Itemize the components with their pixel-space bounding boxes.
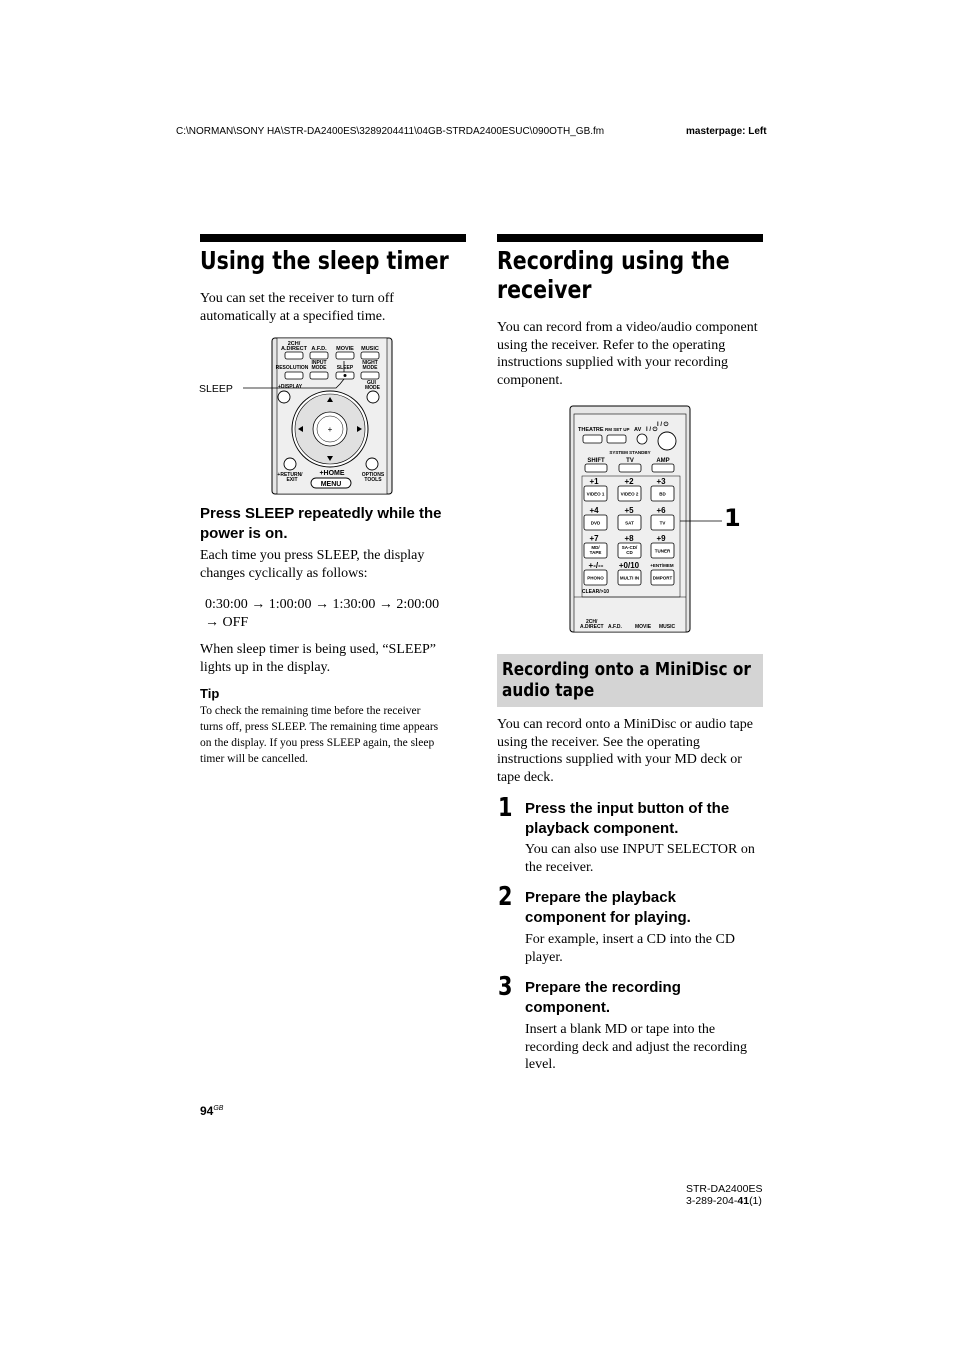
sleep-callout-label: SLEEP bbox=[199, 383, 233, 395]
svg-text:CLEAR/>10: CLEAR/>10 bbox=[582, 589, 610, 595]
svg-text:INPUT: INPUT bbox=[311, 360, 327, 366]
footer-code bbox=[686, 1195, 762, 1207]
svg-text:+ENT/MEM: +ENT/MEM bbox=[650, 563, 674, 568]
svg-text:A.F.D.: A.F.D. bbox=[608, 624, 622, 630]
left-each-line: changes cyclically as follows: bbox=[200, 565, 368, 581]
svg-text:TUNER: TUNER bbox=[654, 548, 671, 554]
step-body-line: recording deck and adjust the recording bbox=[525, 1039, 747, 1055]
subsection-title-line: Recording onto a MiniDisc or bbox=[502, 659, 751, 680]
remote-button-adirect bbox=[285, 352, 303, 359]
tip-line: To check the remaining time before the receiver bbox=[200, 705, 421, 717]
subsection-intro-line: You can record onto a MiniDisc or audio tape bbox=[497, 717, 753, 732]
step-body-line: Insert a blank MD or tape into the bbox=[525, 1022, 716, 1037]
right-title-line: receiver bbox=[497, 275, 592, 304]
remote2-rmsetup-button bbox=[607, 435, 626, 443]
page-number-value: 94 bbox=[200, 1104, 214, 1118]
tip-text bbox=[200, 703, 438, 767]
svg-text:+0/10: +0/10 bbox=[618, 561, 640, 570]
left-each-line: Each time you press SLEEP, the display bbox=[200, 548, 425, 563]
step-heading-line: Prepare the recording bbox=[525, 979, 681, 996]
svg-text:MUSIC: MUSIC bbox=[659, 624, 676, 630]
svg-text:+1: +1 bbox=[589, 477, 599, 486]
step-body-line: the receiver. bbox=[525, 859, 594, 875]
step-heading-line: playback component. bbox=[525, 820, 679, 837]
svg-text:VIDEO 2: VIDEO 2 bbox=[620, 491, 639, 497]
remote2-power-button bbox=[658, 432, 676, 450]
recording-callout-number: 1 bbox=[724, 504, 741, 532]
footer-code-prefix: 3-289-204- bbox=[686, 1195, 738, 1207]
step-number: 2 bbox=[498, 882, 513, 912]
step-heading bbox=[525, 799, 729, 839]
svg-text:MODE: MODE bbox=[311, 365, 327, 371]
remote-button-music bbox=[361, 352, 379, 359]
remote2-tv-button bbox=[619, 464, 641, 472]
remote2-rmsetup-label: RM SET UP bbox=[605, 427, 630, 432]
svg-text:SAT: SAT bbox=[625, 520, 634, 526]
svg-text:2CH/: 2CH/ bbox=[586, 619, 598, 625]
svg-text:+4: +4 bbox=[589, 506, 599, 515]
svg-text:SYSTEM STANDBY: SYSTEM STANDBY bbox=[609, 450, 651, 455]
left-when-used bbox=[200, 641, 436, 676]
subsection-intro-line: using the receiver. See the operating bbox=[497, 734, 700, 750]
svg-text:I / ⏻: I / ⏻ bbox=[657, 422, 669, 428]
svg-text:MOVIE: MOVIE bbox=[635, 624, 652, 630]
svg-text:+8: +8 bbox=[624, 534, 634, 543]
svg-text:EXIT: EXIT bbox=[286, 477, 298, 483]
step-body-line: player. bbox=[525, 949, 563, 965]
remote2-amp-button bbox=[652, 464, 674, 472]
remote2-shift-button bbox=[585, 464, 607, 472]
svg-text:+5: +5 bbox=[624, 506, 634, 515]
svg-text:+HOME: +HOME bbox=[319, 470, 345, 477]
subsection-intro bbox=[497, 716, 753, 786]
step-heading bbox=[525, 888, 691, 928]
remote-label-adirect: A.DIRECT bbox=[281, 346, 307, 352]
left-when-line: When sleep timer is being used, “SLEEP” bbox=[200, 642, 436, 657]
recording-remote-illustration bbox=[560, 404, 750, 634]
step-body bbox=[525, 931, 735, 966]
svg-text:+7: +7 bbox=[589, 534, 599, 543]
subsection-title-line: audio tape bbox=[502, 680, 595, 701]
remote-button-movie bbox=[336, 352, 354, 359]
svg-text:+-/--: +-/-- bbox=[588, 561, 604, 570]
left-instruction-line: Press SLEEP repeatedly while the bbox=[200, 505, 442, 522]
left-when-line: lights up in the display. bbox=[200, 659, 331, 675]
svg-text:GUI: GUI bbox=[367, 380, 376, 386]
step-body bbox=[525, 841, 755, 876]
svg-text:SHIFT: SHIFT bbox=[587, 458, 605, 464]
left-intro-line: You can set the receiver to turn off bbox=[200, 291, 394, 306]
right-intro-line: You can record from a video/audio component bbox=[497, 320, 758, 335]
svg-text:TAPE: TAPE bbox=[589, 550, 602, 555]
tip-heading: Tip bbox=[200, 686, 220, 701]
remote-button-return bbox=[284, 458, 296, 470]
footer-model: STR-DA2400ES bbox=[686, 1183, 763, 1195]
sleep-sequence-line: → OFF bbox=[205, 614, 249, 630]
tip-line: on the display. If you press SLEEP again, the sleep bbox=[200, 737, 435, 749]
right-intro-line: component. bbox=[497, 372, 563, 388]
remote2-av-power-button bbox=[637, 434, 647, 444]
sleep-sequence bbox=[205, 596, 439, 631]
svg-text:MULTI IN: MULTI IN bbox=[619, 575, 640, 581]
footer-code-suffix: (1) bbox=[749, 1195, 762, 1207]
footer-model-info bbox=[686, 1183, 762, 1207]
remote2-av-label: AV bbox=[634, 427, 642, 433]
svg-text:TV: TV bbox=[626, 458, 634, 464]
step-number: 1 bbox=[498, 793, 513, 823]
subsection-title bbox=[502, 659, 751, 701]
left-intro-line: automatically at a specified time. bbox=[200, 308, 386, 324]
header-file-path: C:\NORMAN\SONY HA\STR-DA2400ES\3289204411\04GB-STRDA2400ESUC\090OTH_GB.fm bbox=[176, 126, 605, 137]
svg-text:PHONO: PHONO bbox=[587, 575, 604, 581]
page-number-suffix: GB bbox=[213, 1105, 224, 1112]
remote-button-resolution bbox=[285, 372, 303, 379]
svg-text:MODE: MODE bbox=[365, 385, 380, 391]
remote-button-afd bbox=[310, 352, 328, 359]
right-intro bbox=[497, 319, 758, 389]
svg-text:+3: +3 bbox=[656, 477, 666, 486]
remote2-theatre-label: THEATRE bbox=[578, 427, 604, 433]
tip-line: turns off, press SLEEP. The remaining time appears bbox=[200, 721, 439, 733]
remote-button-input-mode bbox=[310, 372, 328, 379]
svg-text:MD/: MD/ bbox=[591, 545, 600, 550]
svg-text:TV: TV bbox=[659, 520, 666, 526]
step-heading-line: Prepare the playback bbox=[525, 889, 676, 906]
svg-text:A.DIRECT: A.DIRECT bbox=[580, 624, 604, 630]
right-title-rule bbox=[497, 234, 763, 242]
svg-text:NIGHT: NIGHT bbox=[362, 360, 378, 366]
step-heading-line: component for playing. bbox=[525, 909, 691, 926]
page-number bbox=[200, 1104, 223, 1118]
svg-text:RESOLUTION: RESOLUTION bbox=[275, 365, 309, 371]
remote-label-2ch: 2CH/ bbox=[287, 341, 301, 347]
right-intro-line: instructions supplied with your recording bbox=[497, 355, 728, 370]
remote2-theatre-button bbox=[583, 435, 602, 443]
svg-text:OPTIONS: OPTIONS bbox=[361, 472, 385, 478]
svg-text:MENU: MENU bbox=[320, 481, 342, 488]
step-number: 3 bbox=[498, 972, 513, 1002]
remote-button-options bbox=[366, 458, 378, 470]
svg-text:+2: +2 bbox=[624, 477, 634, 486]
step-body bbox=[525, 1021, 747, 1074]
svg-text:+6: +6 bbox=[656, 506, 666, 515]
svg-text:I / ⏻: I / ⏻ bbox=[646, 427, 658, 433]
left-instruction-line: power is on. bbox=[200, 525, 288, 542]
step-body-line: For example, insert a CD into the CD bbox=[525, 932, 735, 947]
svg-text:+: + bbox=[327, 425, 333, 434]
right-title-line: Recording using the bbox=[497, 246, 730, 275]
left-section-title: Using the sleep timer bbox=[200, 246, 449, 275]
svg-text:+DISPLAY: +DISPLAY bbox=[278, 384, 303, 390]
tip-line: timer will be cancelled. bbox=[200, 753, 308, 765]
step-heading-line: component. bbox=[525, 999, 610, 1016]
svg-text:TOOLS: TOOLS bbox=[364, 477, 382, 483]
step-body-line: level. bbox=[525, 1057, 556, 1072]
sleep-sequence-line: 0:30:00 → 1:00:00 → 1:30:00 → 2:00:00 bbox=[205, 597, 440, 612]
step-heading-line: Press the input button of the bbox=[525, 800, 730, 817]
sleep-remote-illustration bbox=[236, 336, 396, 496]
svg-text:BD: BD bbox=[659, 491, 666, 497]
svg-text:MODE: MODE bbox=[362, 365, 378, 371]
subsection-intro-line: tape deck. bbox=[497, 769, 554, 785]
remote-label-music: MUSIC bbox=[361, 346, 379, 352]
header-masterpage: masterpage: Left bbox=[686, 126, 767, 137]
svg-text:DVD: DVD bbox=[590, 520, 601, 526]
left-intro bbox=[200, 290, 394, 325]
left-instruction bbox=[200, 504, 442, 544]
right-section-title bbox=[497, 246, 730, 304]
remote-label-movie: MOVIE bbox=[336, 346, 354, 352]
step-body-line: You can also use INPUT SELECTOR on bbox=[525, 842, 755, 857]
svg-text:VIDEO 1: VIDEO 1 bbox=[586, 491, 605, 497]
svg-text:AMP: AMP bbox=[656, 458, 670, 464]
remote-button-display bbox=[278, 391, 290, 403]
step-heading bbox=[525, 978, 681, 1018]
svg-text:+9: +9 bbox=[656, 534, 666, 543]
remote-button-gui-mode bbox=[367, 391, 379, 403]
remote-label-afd: A.F.D. bbox=[311, 346, 327, 352]
svg-text:CD: CD bbox=[626, 550, 633, 555]
footer-code-bold: 41 bbox=[737, 1195, 750, 1207]
svg-text:SLEEP: SLEEP bbox=[336, 365, 354, 371]
svg-text:SA-CD/: SA-CD/ bbox=[621, 545, 638, 550]
subsection-intro-line: instructions supplied with your MD deck or bbox=[497, 752, 742, 767]
svg-text:+RETURN/: +RETURN/ bbox=[277, 472, 303, 478]
right-intro-line: using the receiver. Refer to the operating bbox=[497, 337, 726, 353]
svg-text:DMPORT: DMPORT bbox=[652, 575, 673, 581]
left-each-time bbox=[200, 547, 424, 582]
left-title-rule bbox=[200, 234, 466, 242]
remote-button-night-mode bbox=[361, 372, 379, 379]
